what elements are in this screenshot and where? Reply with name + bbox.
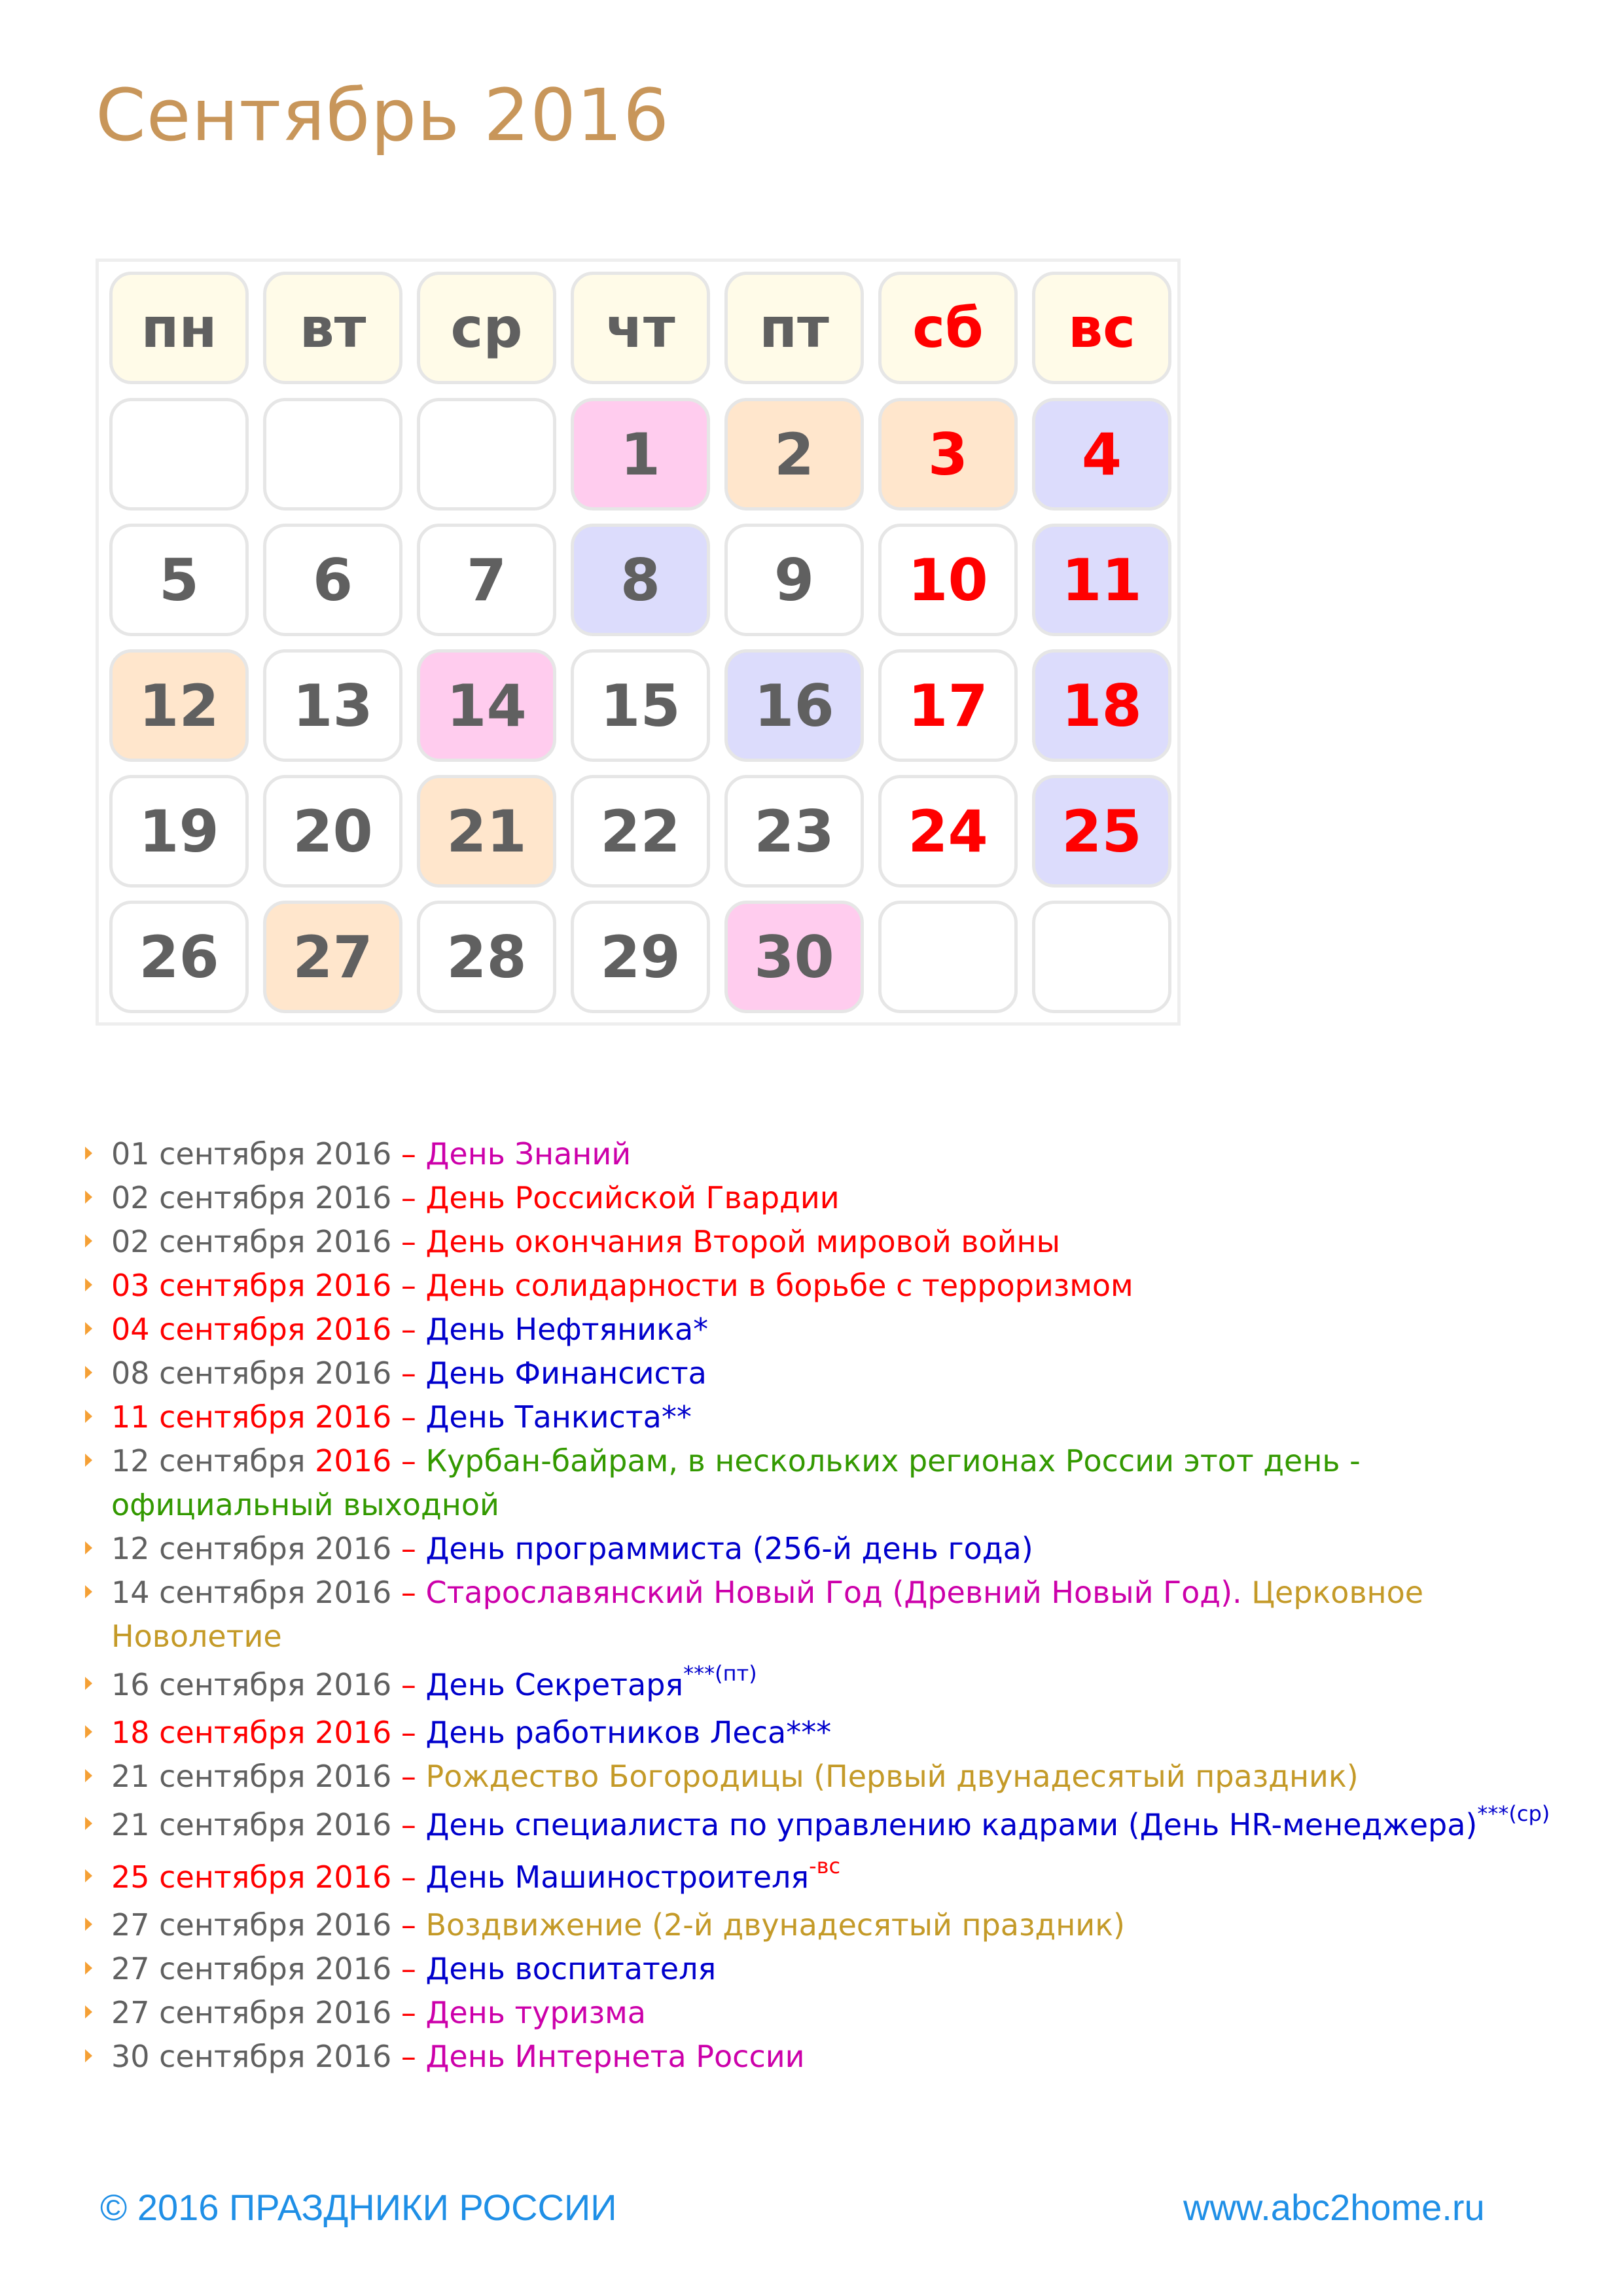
day-cell[interactable]: 27	[263, 901, 402, 1013]
holiday-name: День Знаний	[425, 1136, 632, 1172]
holiday-name: День воспитателя	[425, 1951, 717, 1986]
holiday-dash: –	[391, 2039, 426, 2074]
holiday-dash: –	[391, 1951, 426, 1986]
holiday-date: 12 сентября 2016	[111, 1531, 392, 1566]
weekday-header: пт	[724, 272, 864, 384]
holiday-date: 14 сентября 2016	[111, 1575, 392, 1610]
page-title: Сентябрь 2016	[96, 73, 670, 157]
holiday-dash: –	[391, 1399, 426, 1435]
weekday-header: вс	[1032, 272, 1171, 384]
day-cell[interactable]: 28	[417, 901, 556, 1013]
day-cell[interactable]: 14	[417, 649, 556, 762]
day-cell[interactable]: 25	[1032, 775, 1171, 888]
holiday-name: День Российской Гвардии	[425, 1180, 840, 1215]
holiday-date: 21 сентября 2016	[111, 1759, 392, 1794]
holiday-date: 02 сентября 2016	[111, 1180, 392, 1215]
holiday-name: День Интернета России	[425, 2039, 805, 2074]
day-cell[interactable]: 16	[724, 649, 864, 762]
holiday-date: 27 сентября 2016	[111, 1995, 392, 2030]
holiday-name: Курбан-байрам, в нескольких регионах России этот день - официальный выходной	[111, 1443, 1361, 1522]
bullet-triangle-icon	[85, 1366, 92, 1379]
weekday-header: пн	[109, 272, 249, 384]
bullet-triangle-icon	[85, 1278, 92, 1291]
day-cell[interactable]: 4	[1032, 398, 1171, 511]
empty-day-cell	[1032, 901, 1171, 1013]
holiday-name: Рождество Богородицы (Первый двунадесятый праздник)	[425, 1759, 1359, 1794]
holiday-name: Церковное Новолетие	[111, 1575, 1424, 1654]
holiday-dash: –	[391, 1136, 426, 1172]
holiday-item	[85, 1903, 1584, 1947]
day-cell[interactable]: 26	[109, 901, 249, 1013]
holiday-dash: –	[391, 1224, 426, 1259]
empty-day-cell	[109, 398, 249, 511]
holiday-date-year: 2016	[315, 1443, 392, 1479]
empty-day-cell	[878, 901, 1018, 1013]
bullet-triangle-icon	[85, 1869, 92, 1882]
holiday-item	[85, 1527, 1584, 1571]
holiday-name: День Финансиста	[425, 1355, 707, 1391]
holiday-date: 11 сентября 2016	[111, 1399, 392, 1435]
holiday-dash: –	[391, 1268, 426, 1303]
day-cell[interactable]: 13	[263, 649, 402, 762]
day-cell[interactable]: 18	[1032, 649, 1171, 762]
bullet-triangle-icon	[85, 2005, 92, 2018]
holiday-date: 18 сентября 2016	[111, 1715, 392, 1750]
holiday-item	[85, 1220, 1584, 1264]
holiday-item	[85, 1176, 1584, 1220]
holiday-footnote-mark: ***(ср)	[1477, 1801, 1550, 1826]
footer-copyright: © 2016 ПРАЗДНИКИ РОССИИ	[100, 2187, 617, 2228]
empty-day-cell	[417, 398, 556, 511]
holiday-name: День Танкиста**	[425, 1399, 692, 1435]
holiday-dash: –	[391, 1355, 426, 1391]
day-cell[interactable]: 2	[724, 398, 864, 511]
holiday-dash: –	[391, 1759, 426, 1794]
holiday-item	[85, 1799, 1584, 1851]
holiday-item	[85, 1659, 1584, 1711]
weekday-header: вт	[263, 272, 402, 384]
day-cell[interactable]: 20	[263, 775, 402, 888]
day-cell[interactable]: 15	[571, 649, 710, 762]
holiday-dash: –	[391, 1807, 426, 1842]
holiday-item	[85, 1711, 1584, 1755]
bullet-triangle-icon	[85, 1191, 92, 1204]
bullet-triangle-icon	[85, 1918, 92, 1931]
holiday-name: День работников Леса***	[425, 1715, 832, 1750]
holiday-item	[85, 1947, 1584, 1991]
bullet-triangle-icon	[85, 1410, 92, 1423]
weekday-header: чт	[571, 272, 710, 384]
calendar-grid	[96, 259, 1181, 1026]
holiday-dash: –	[391, 1443, 426, 1479]
footer-website-link[interactable]: www.abc2home.ru	[1183, 2187, 1485, 2228]
weekday-header: ср	[417, 272, 556, 384]
holiday-name: День программиста (256-й день года)	[425, 1531, 1033, 1566]
day-cell[interactable]: 22	[571, 775, 710, 888]
holiday-dash: –	[391, 1715, 426, 1750]
holiday-dash: –	[391, 1907, 426, 1943]
day-cell[interactable]: 1	[571, 398, 710, 511]
holiday-footnote-mark: ***(пт)	[683, 1661, 757, 1686]
holiday-dash: –	[391, 1995, 426, 2030]
holiday-date: 27 сентября 2016	[111, 1951, 392, 1986]
bullet-triangle-icon	[85, 1541, 92, 1554]
holiday-item	[85, 1439, 1584, 1527]
holiday-item	[85, 1264, 1584, 1308]
bullet-triangle-icon	[85, 1725, 92, 1738]
holiday-dash: –	[391, 1859, 426, 1895]
day-cell[interactable]: 10	[878, 524, 1018, 636]
holiday-item	[85, 1991, 1584, 2035]
holiday-name: День туризма	[425, 1995, 646, 2030]
day-cell[interactable]: 7	[417, 524, 556, 636]
day-cell[interactable]: 30	[724, 901, 864, 1013]
holiday-dash: –	[391, 1180, 426, 1215]
bullet-triangle-icon	[85, 1454, 92, 1467]
holiday-date: 08 сентября 2016	[111, 1355, 392, 1391]
holiday-item	[85, 1571, 1584, 1659]
holiday-dash: –	[391, 1531, 426, 1566]
day-cell[interactable]: 11	[1032, 524, 1171, 636]
holiday-name: День специалиста по управлению кадрами (День HR-менеджера)	[425, 1807, 1478, 1842]
holiday-name: День Нефтяника*	[425, 1312, 709, 1347]
day-cell[interactable]: 12	[109, 649, 249, 762]
holiday-item	[85, 1352, 1584, 1395]
holiday-date: 04 сентября 2016	[111, 1312, 392, 1347]
holiday-list	[85, 1132, 1584, 2079]
holiday-date: 02 сентября 2016	[111, 1224, 392, 1259]
day-cell[interactable]: 19	[109, 775, 249, 888]
holiday-item	[85, 1755, 1584, 1799]
empty-day-cell	[263, 398, 402, 511]
holiday-name: День окончания Второй мировой войны	[425, 1224, 1060, 1259]
bullet-triangle-icon	[85, 1585, 92, 1598]
day-cell[interactable]: 8	[571, 524, 710, 636]
bullet-triangle-icon	[85, 1769, 92, 1782]
bullet-triangle-icon	[85, 1322, 92, 1335]
holiday-item	[85, 1395, 1584, 1439]
holiday-name: День солидарности в борьбе с терроризмом	[425, 1268, 1133, 1303]
holiday-name: Старославянский Новый Год (Древний Новый Год).	[425, 1575, 1242, 1610]
holiday-name: День Машиностроителя	[425, 1859, 810, 1895]
day-cell[interactable]: 24	[878, 775, 1018, 888]
holiday-dash: –	[391, 1575, 426, 1610]
day-cell[interactable]: 5	[109, 524, 249, 636]
day-cell[interactable]: 9	[724, 524, 864, 636]
day-cell[interactable]: 21	[417, 775, 556, 888]
day-cell[interactable]: 23	[724, 775, 864, 888]
day-cell[interactable]: 17	[878, 649, 1018, 762]
holiday-date: 30 сентября 2016	[111, 2039, 392, 2074]
bullet-triangle-icon	[85, 1234, 92, 1247]
holiday-date: 25 сентября 2016	[111, 1859, 392, 1895]
holiday-date: 01 сентября 2016	[111, 1136, 392, 1172]
bullet-triangle-icon	[85, 1962, 92, 1975]
day-cell[interactable]: 3	[878, 398, 1018, 511]
bullet-triangle-icon	[85, 1817, 92, 1830]
day-cell[interactable]: 29	[571, 901, 710, 1013]
bullet-triangle-icon	[85, 2049, 92, 2062]
holiday-item	[85, 1308, 1584, 1352]
bullet-triangle-icon	[85, 1147, 92, 1160]
holiday-date: 27 сентября 2016	[111, 1907, 392, 1943]
bullet-triangle-icon	[85, 1677, 92, 1690]
holiday-name: Воздвижение (2-й двунадесятый праздник)	[425, 1907, 1125, 1943]
holiday-date: 12 сентября	[111, 1443, 315, 1479]
holiday-date: 16 сентября 2016	[111, 1667, 392, 1702]
holiday-date: 03 сентября 2016	[111, 1268, 392, 1303]
holiday-dash: –	[391, 1312, 426, 1347]
day-cell[interactable]: 6	[263, 524, 402, 636]
holiday-item	[85, 1132, 1584, 1176]
holiday-footnote-mark: -вс	[809, 1854, 841, 1878]
holiday-dash: –	[391, 1667, 426, 1702]
holiday-date: 21 сентября 2016	[111, 1807, 392, 1842]
weekday-header: сб	[878, 272, 1018, 384]
holiday-item	[85, 1851, 1584, 1903]
holiday-item	[85, 2035, 1584, 2079]
holiday-name: День Секретаря	[425, 1667, 684, 1702]
